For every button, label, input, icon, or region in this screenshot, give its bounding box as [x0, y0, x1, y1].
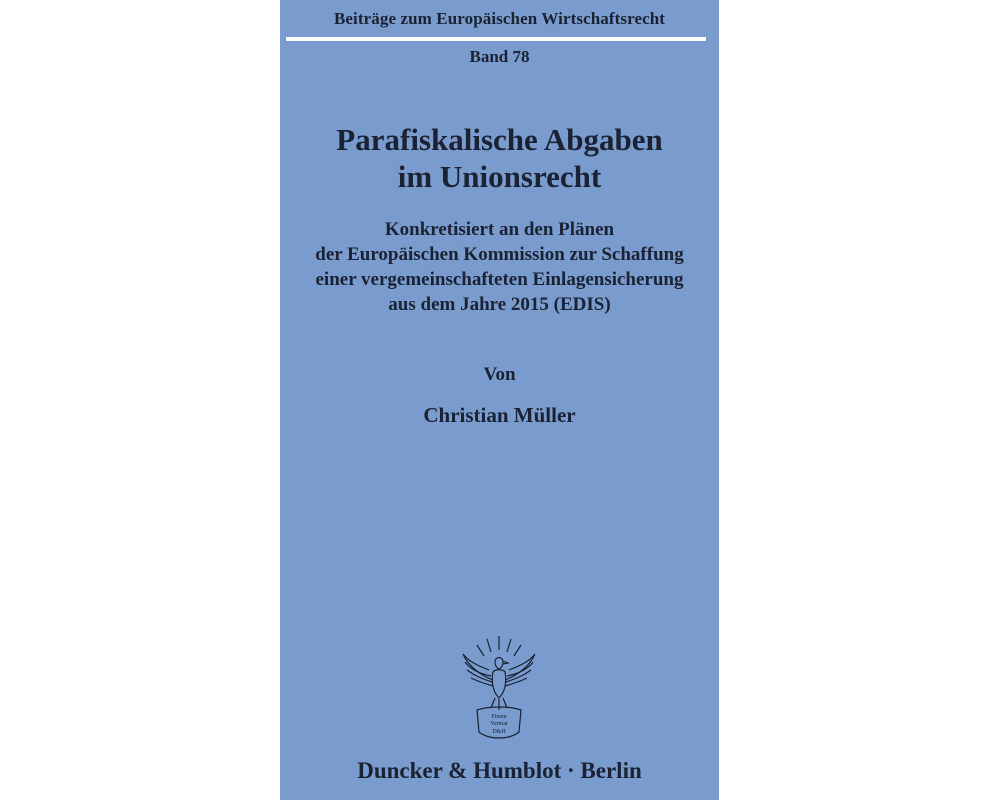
- author-name: Christian Müller: [423, 403, 576, 427]
- subtitle-line: einer vergemeinschafteten Einlagensicherung: [315, 269, 684, 290]
- book-title: [280, 121, 719, 195]
- by-label: Von: [483, 364, 516, 385]
- publisher-imprint: Duncker & Humblot · Berlin: [357, 758, 642, 783]
- title-line: im Unionsrecht: [397, 159, 602, 194]
- series-title: Beiträge zum Europäischen Wirtschaftsrecht: [333, 9, 666, 28]
- publisher-eagle-logo-icon: [459, 632, 539, 742]
- subtitle-line: aus dem Jahre 2015 (EDIS): [388, 294, 611, 315]
- logo-text: D&H: [492, 729, 506, 735]
- book-subtitle: [280, 217, 719, 317]
- divider-rule: [286, 37, 706, 41]
- logo-text: Vermat: [490, 721, 508, 727]
- subtitle-line: der Europäischen Kommission zur Schaffung: [315, 244, 684, 265]
- logo-text: Finem: [491, 714, 507, 720]
- book-cover: [280, 0, 719, 800]
- title-line: Parafiskalische Abgaben: [336, 122, 663, 157]
- volume-number: Band 78: [469, 47, 530, 66]
- subtitle-line: Konkretisiert an den Plänen: [384, 219, 615, 240]
